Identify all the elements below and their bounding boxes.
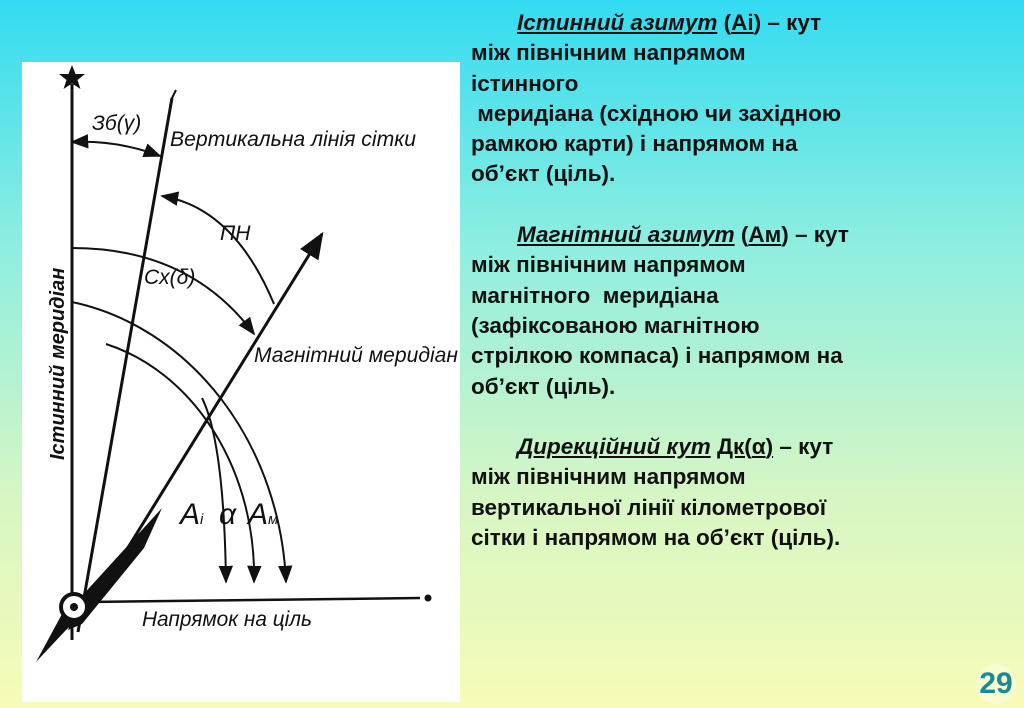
am-label: Ам xyxy=(248,498,279,531)
magnetic-azimuth-term: Магнітний азимут xyxy=(517,222,735,248)
true-azimuth-heading: Істинний азимут (Аі) – кут xyxy=(517,10,822,35)
ai-label: Аі xyxy=(180,498,204,531)
text-line: сітки і напрямом на об’єкт (ціль). xyxy=(471,525,841,551)
true-azimuth-code: Аі xyxy=(731,10,754,35)
grid-line-label: Вертикальна лінія сітки xyxy=(170,128,417,151)
text-line: магнітного меридіана xyxy=(471,282,719,308)
text-line: вертикальної лінії кілометрової xyxy=(471,494,827,520)
target-dot xyxy=(425,595,432,602)
diagram-svg xyxy=(22,62,460,702)
compass-pivot-inner xyxy=(70,603,78,611)
text-line: істинного xyxy=(471,70,579,96)
text-line: між північним напрямом xyxy=(471,40,746,66)
alpha-label: α xyxy=(219,498,237,531)
pn-label: ПН xyxy=(220,222,251,245)
text-line: між північним напрямом xyxy=(471,464,746,490)
declination-label: Сх(δ) xyxy=(144,266,196,289)
paragraph-gap xyxy=(471,402,1016,432)
true-meridian-label: Істинний меридіан xyxy=(47,267,69,460)
text-line: (зафіксованою магнітною xyxy=(471,312,760,338)
true-azimuth-term: Істинний азимут xyxy=(517,10,718,35)
direction-angle-code: Дк(α) xyxy=(716,434,774,460)
declination-arc xyxy=(72,248,254,334)
magnetic-meridian-label: Магнітний меридіан xyxy=(254,344,459,367)
convergence-arc xyxy=(72,142,160,156)
target-direction-label: Напрямок на ціль xyxy=(142,608,312,631)
definitions-text xyxy=(471,8,1016,553)
text-line: об’єкт (ціль). xyxy=(471,161,616,187)
text-line: між північним напрямом xyxy=(471,252,746,278)
text-line: меридіана (східною чи західною xyxy=(471,100,842,126)
magnetic-azimuth-code: Ам xyxy=(748,222,782,248)
text-line: об’єкт (ціль). xyxy=(471,373,616,399)
direction-angle-term: Дирекційний кут xyxy=(517,434,711,460)
azimuth-diagram xyxy=(22,62,460,702)
text-line: рамкою карти) і напрямом на xyxy=(471,131,798,157)
magnetic-azimuth-arc xyxy=(202,398,226,582)
page-number-badge: 29 xyxy=(976,664,1016,704)
target-direction-line xyxy=(88,598,420,602)
text-line: стрілкою компаса) і напрямом на xyxy=(471,343,843,369)
convergence-label: Зб(γ) xyxy=(92,112,142,135)
paragraph-gap xyxy=(471,190,1016,220)
magnetic-azimuth-heading: Магнітний азимут (Ам) – кут xyxy=(517,222,849,248)
direction-angle-heading: Дирекційний кут Дк(α) – кут xyxy=(517,434,834,460)
